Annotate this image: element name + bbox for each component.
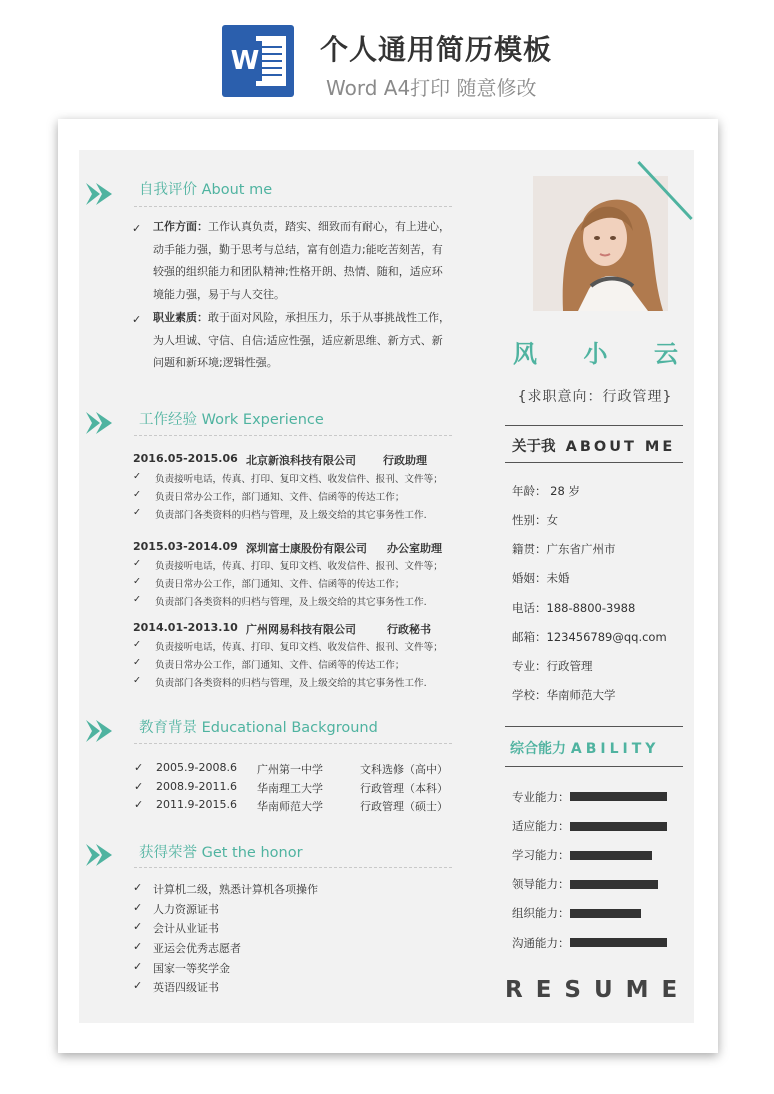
- check-icon: ✓: [133, 657, 142, 668]
- edu-school: 广州第一中学: [257, 763, 323, 776]
- check-icon: ✓: [134, 780, 144, 793]
- check-icon: ✓: [133, 901, 143, 914]
- edu-major: 行政管理（本科）: [360, 782, 448, 795]
- skill-bar: [570, 822, 667, 831]
- job-duty: 负责部门各类资料的归档与管理，及上级交给的其它事务性工作.: [155, 678, 427, 689]
- divider: [505, 766, 683, 767]
- section-divider: [134, 743, 452, 744]
- check-icon: ✓: [133, 675, 142, 686]
- divider: [505, 726, 683, 727]
- candidate-name: 风 小 云: [513, 340, 678, 368]
- job-duty: 负责日常办公工作，部门通知、文件、信函等的传达工作；: [155, 660, 405, 671]
- job-duty: 负责接听电话，传真、打印、复印文档、收发信件、报刊、文件等；: [155, 474, 443, 485]
- section-divider: [134, 435, 452, 436]
- skill-bar: [570, 851, 652, 860]
- section-divider: [134, 867, 452, 868]
- word-logo-icon: W: [222, 25, 294, 97]
- check-icon: ✓: [133, 881, 143, 894]
- info-age: 年龄： 28 岁: [512, 484, 580, 498]
- check-icon: ✓: [133, 507, 142, 518]
- check-icon: ✓: [133, 979, 143, 992]
- education-title: 教育背景 Educational Background: [139, 720, 378, 736]
- about-me-title: 关于我 ABOUT ME: [512, 439, 676, 455]
- self-eval-item: 职业素质：敢于面对风险，承担压力，乐于从事挑战性工作， 为人坦诚、守信、自信;适应性强，适应新思维、新方式、新 问题和新环境;逻辑性强。: [153, 311, 450, 370]
- job-duty: 负责日常办公工作，部门通知、文件、信函等的传达工作；: [155, 492, 405, 503]
- check-icon: ✓: [133, 576, 142, 587]
- skill-label: 学习能力：: [512, 848, 570, 862]
- skill-label: 组织能力：: [512, 906, 570, 920]
- skill-bar: [570, 792, 667, 801]
- info-phone: 电话：188-8800-3988: [512, 601, 636, 615]
- honor-item: 亚运会优秀志愿者: [153, 942, 241, 955]
- section-arrow-icon: [86, 844, 112, 866]
- divider: [505, 425, 683, 426]
- profile-photo: [533, 176, 668, 311]
- job-company: 北京新浪科技有限公司: [246, 454, 356, 467]
- check-icon: ✓: [133, 940, 143, 953]
- edu-major: 文科选修（高中）: [360, 763, 448, 776]
- resume-wordmark: RESUME: [505, 977, 691, 1003]
- template-subtitle: Word A4打印 随意修改: [326, 76, 537, 100]
- honor-item: 人力资源证书: [153, 903, 219, 916]
- job-duty: 负责部门各类资料的归档与管理，及上级交给的其它事务性工作.: [155, 597, 427, 608]
- skill-bar: [570, 909, 641, 918]
- info-school: 学校：华南师范大学: [512, 688, 616, 702]
- section-arrow-icon: [86, 412, 112, 434]
- edu-period: 2005.9-2008.6: [156, 761, 237, 774]
- job-position: 行政秘书: [387, 623, 431, 636]
- check-icon: ✓: [133, 920, 143, 933]
- edu-school: 华南师范大学: [257, 800, 323, 813]
- job-period: 2014.01-2013.10: [133, 621, 238, 634]
- check-icon: ✓: [133, 594, 142, 605]
- job-position: 行政助理: [383, 454, 427, 467]
- check-icon: ✓: [134, 798, 144, 811]
- honor-item: 国家一等奖学金: [153, 962, 230, 975]
- job-position: 办公室助理: [387, 542, 442, 555]
- info-hometown: 籍贯：广东省广州市: [512, 542, 616, 556]
- check-icon: ✓: [133, 489, 142, 500]
- check-icon: ✓: [132, 313, 142, 326]
- honor-item: 会计从业证书: [153, 922, 219, 935]
- section-arrow-icon: [86, 720, 112, 742]
- job-duty: 负责接听电话，传真、打印、复印文档、收发信件、报刊、文件等；: [155, 642, 443, 653]
- info-marital: 婚姻：未婚: [512, 571, 570, 585]
- job-period: 2015.03-2014.09: [133, 540, 238, 553]
- info-major: 专业：行政管理: [512, 659, 593, 673]
- honors-title: 获得荣誉 Get the honor: [139, 845, 303, 861]
- skill-bar: [570, 938, 667, 947]
- self-eval-item: 工作方面：工作认真负责，踏实、细致而有耐心，有上进心， 动手能力强，勤于思考与总结，富有创造力;能吃苦刻苦，有 较强的组织能力和团队精神;性格开朗、热情、随和，适应环 境能力强，易于与人交往。: [153, 220, 450, 301]
- section-divider: [134, 206, 452, 207]
- edu-period: 2011.9-2015.6: [156, 798, 237, 811]
- job-company: 广州网易科技有限公司: [246, 623, 356, 636]
- honor-item: 英语四级证书: [153, 981, 219, 994]
- skill-bar: [570, 880, 658, 889]
- check-icon: ✓: [133, 471, 142, 482]
- info-email: 邮箱：123456789@qq.com: [512, 630, 667, 644]
- check-icon: ✓: [133, 960, 143, 973]
- job-duty: 负责部门各类资料的归档与管理，及上级交给的其它事务性工作.: [155, 510, 427, 521]
- skill-label: 适应能力：: [512, 819, 570, 833]
- job-period: 2016.05-2015.06: [133, 452, 238, 465]
- template-title: 个人通用简历模板: [320, 33, 553, 66]
- edu-period: 2008.9-2011.6: [156, 780, 237, 793]
- skill-label: 沟通能力：: [512, 936, 570, 950]
- page-header: [0, 0, 774, 110]
- job-duty: 负责日常办公工作，部门通知、文件、信函等的传达工作；: [155, 579, 405, 590]
- info-gender: 性别：女: [512, 513, 558, 527]
- job-company: 深圳富士康股份有限公司: [246, 542, 367, 555]
- job-duty: 负责接听电话，传真、打印、复印文档、收发信件、报刊、文件等；: [155, 561, 443, 572]
- section-arrow-icon: [86, 183, 112, 205]
- check-icon: ✓: [133, 558, 142, 569]
- job-intent: {求职意向：行政管理}: [517, 389, 673, 405]
- self-eval-title: 自我评价 About me: [139, 182, 273, 198]
- experience-title: 工作经验 Work Experience: [139, 412, 324, 428]
- check-icon: ✓: [132, 222, 142, 235]
- edu-school: 华南理工大学: [257, 782, 323, 795]
- honor-item: 计算机二级，熟悉计算机各项操作: [153, 883, 318, 896]
- check-icon: ✓: [133, 639, 142, 650]
- skill-label: 专业能力：: [512, 790, 570, 804]
- ability-title: 综合能力 ABILITY: [510, 741, 660, 757]
- check-icon: ✓: [134, 761, 144, 774]
- skill-label: 领导能力：: [512, 877, 570, 891]
- divider: [505, 462, 683, 463]
- edu-major: 行政管理（硕士）: [360, 800, 448, 813]
